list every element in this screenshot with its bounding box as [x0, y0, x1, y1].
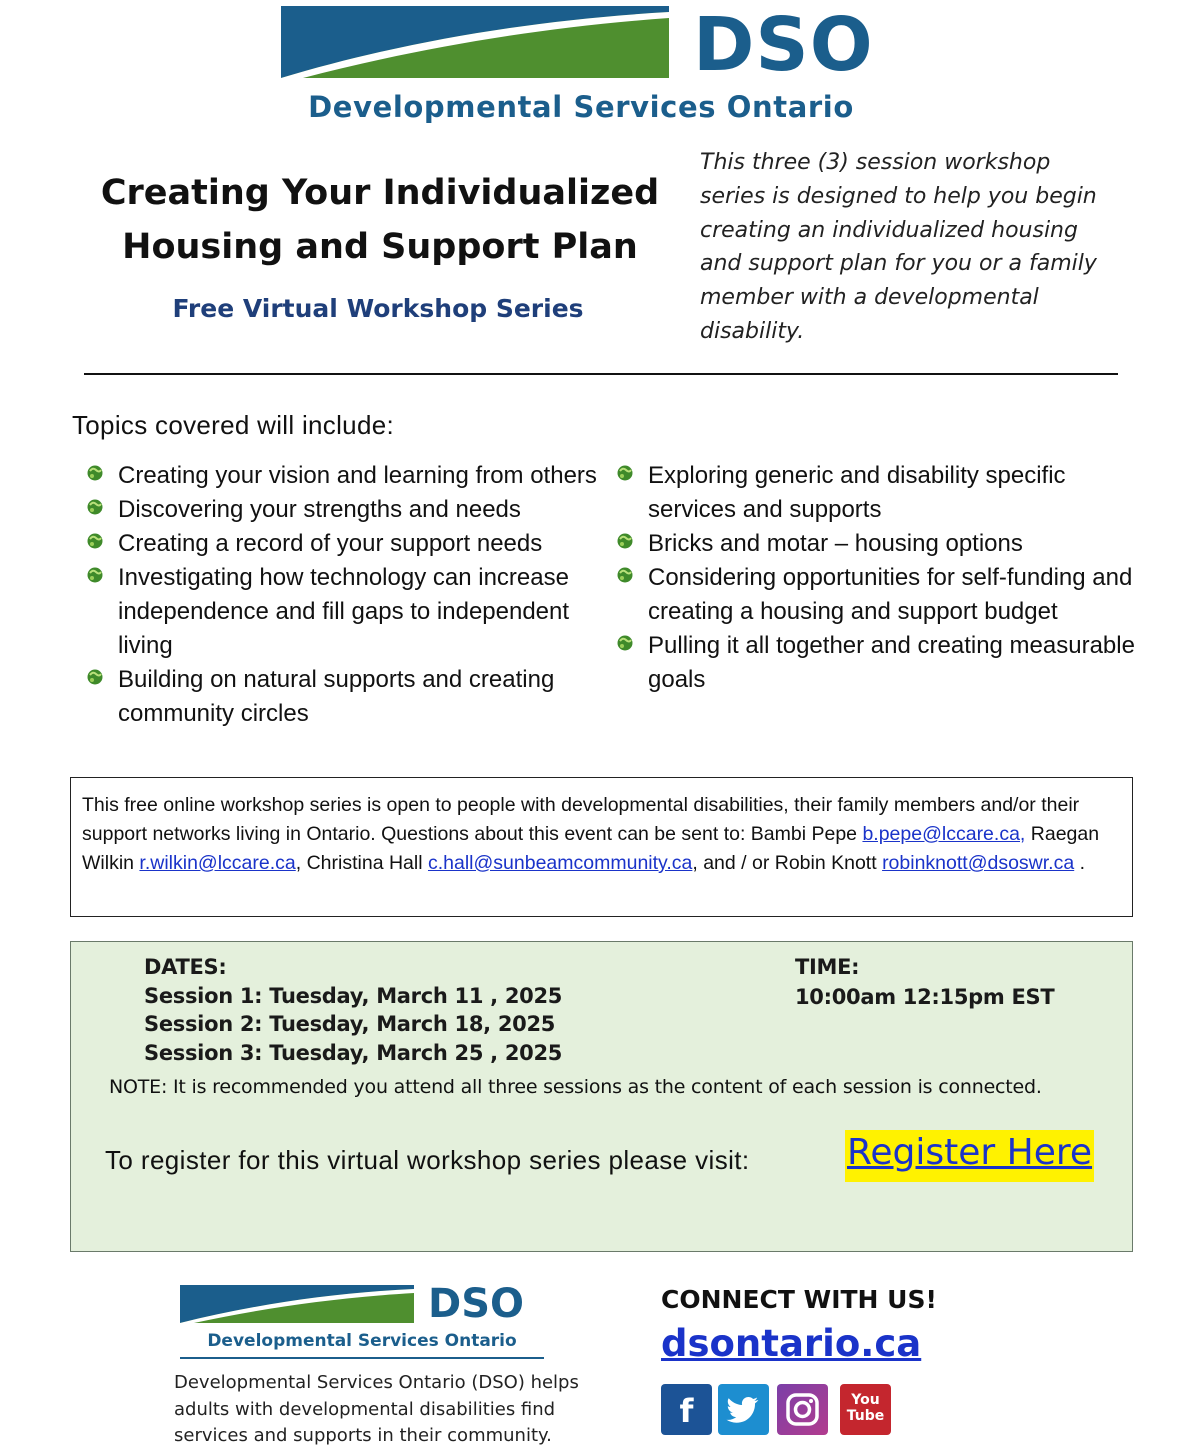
register-here-link[interactable]: Register Here	[845, 1130, 1094, 1182]
time-value: 10:00am 12:15pm EST	[795, 984, 1055, 1009]
list-item	[616, 459, 1136, 527]
facebook-glyph	[661, 1384, 712, 1435]
topic-text: Creating your vision and learning from others	[118, 462, 597, 489]
list-item	[616, 527, 1136, 561]
twitter-bird-glyph	[718, 1384, 769, 1435]
green-globe-bullet-icon	[616, 634, 634, 652]
green-globe-bullet-icon	[86, 498, 104, 516]
email-link-christina-hall[interactable]: c.hall@sunbeamcommunity.ca	[427, 852, 693, 874]
email-link-raegan-wilkin[interactable]: r.wilkin@lccare.ca	[139, 852, 296, 874]
email-link-bambi-pepe[interactable]: b.pepe@lccare.ca,	[862, 823, 1026, 845]
topics-list-right	[616, 459, 1136, 697]
page-title: Creating Your Individualized Housing and Support Plan	[100, 173, 660, 267]
session-3-date: Session 3: Tuesday, March 25 , 2025	[144, 1040, 563, 1065]
green-globe-bullet-icon	[86, 668, 104, 686]
topic-text: Discovering your strengths and needs	[118, 496, 521, 523]
list-item	[86, 663, 606, 731]
dso-swoosh-graphic	[281, 6, 671, 80]
list-item	[86, 561, 606, 663]
topics-list-left	[86, 459, 606, 731]
green-globe-bullet-icon	[86, 464, 104, 482]
topic-text: Building on natural supports and creating community circles	[118, 666, 555, 727]
email-link-robin-knott[interactable]: robinknott@dsoswr.ca	[882, 852, 1075, 874]
youtube-icon[interactable]	[840, 1384, 891, 1435]
dso-logo-wordmark: DSO	[693, 2, 874, 88]
topic-text: Considering opportunities for self-funding and creating a housing and support budget	[648, 564, 1133, 625]
list-item	[86, 493, 606, 527]
topic-text: Exploring generic and disability specific services and supports	[648, 462, 1066, 523]
session-2-date: Session 2: Tuesday, March 18, 2025	[144, 1012, 556, 1036]
dso-swoosh-graphic	[180, 1285, 416, 1325]
page-subtitle: Free Virtual Workshop Series	[172, 294, 584, 323]
list-item	[616, 561, 1136, 629]
dates-column	[144, 953, 562, 1067]
session-1-date: Session 1: Tuesday, March 11 , 2025	[144, 983, 563, 1008]
topic-text: Investigating how technology can increase independence and fill gaps to independent living	[118, 564, 570, 659]
green-globe-bullet-icon	[86, 532, 104, 550]
list-item	[86, 527, 606, 561]
contact-name-robin: , and / or Robin Knott	[692, 852, 883, 874]
list-item	[86, 459, 606, 493]
intro-text: This three (3) session workshop series is designed to help you begin creating an individualized housing and support plan for you or a family member with a developmental disability.	[700, 150, 1097, 344]
contact-info-box	[70, 777, 1133, 917]
topics-heading: Topics covered will include:	[72, 410, 394, 440]
facebook-letter: f	[679, 1392, 694, 1430]
register-prompt: To register for this virtual workshop series please visit:	[105, 1145, 750, 1175]
schedule-box	[70, 941, 1133, 1252]
green-globe-bullet-icon	[616, 464, 634, 482]
dso-logo-fullname: Developmental Services Ontario	[308, 90, 854, 124]
dates-label: DATES:	[144, 955, 227, 979]
twitter-icon[interactable]	[718, 1384, 769, 1435]
facebook-icon[interactable]	[661, 1384, 712, 1435]
website-link[interactable]: dsontario.ca	[661, 1322, 922, 1365]
dso-logo-header	[281, 2, 881, 126]
dso-logo-fullname: Developmental Services Ontario	[207, 1331, 517, 1351]
topic-text: Pulling it all together and creating measurable goals	[648, 632, 1135, 693]
time-label: TIME:	[795, 955, 860, 979]
green-globe-bullet-icon	[616, 532, 634, 550]
list-item	[616, 629, 1136, 697]
contact-name-christina: , Christina Hall	[295, 852, 428, 874]
section-divider	[84, 373, 1118, 375]
footer-description: Developmental Services Ontario (DSO) helps adults with developmental disabilities find services and supports in their community.	[174, 1372, 579, 1446]
youtube-label-you: You	[851, 1392, 880, 1408]
contact-end-text: .	[1074, 852, 1086, 874]
youtube-label-tube: Tube	[846, 1408, 885, 1424]
green-globe-bullet-icon	[86, 566, 104, 584]
green-globe-bullet-icon	[616, 566, 634, 584]
youtube-wordmark	[840, 1392, 891, 1424]
topic-text: Bricks and motar – housing options	[648, 530, 1023, 557]
topic-text: Creating a record of your support needs	[118, 530, 543, 557]
instagram-camera-glyph	[777, 1384, 828, 1435]
footer-logo-underline	[180, 1357, 544, 1359]
attendance-note: NOTE: It is recommended you attend all three sessions as the content of each session is connected.	[109, 1076, 1042, 1098]
dso-logo-wordmark: DSO	[428, 1281, 525, 1327]
time-column	[795, 953, 1054, 1011]
dso-logo-footer	[180, 1281, 544, 1361]
instagram-icon[interactable]	[777, 1384, 828, 1435]
connect-heading: CONNECT WITH US!	[661, 1285, 937, 1314]
contact-intro-text: This free online workshop series is open to people with developmental disabilities, their family members and/or their support networks living in Ontario. Questions about this event can be sent to: Bambi Pepe	[82, 794, 1080, 845]
contact-name-raegan: Raegan Wilkin	[82, 823, 1100, 874]
